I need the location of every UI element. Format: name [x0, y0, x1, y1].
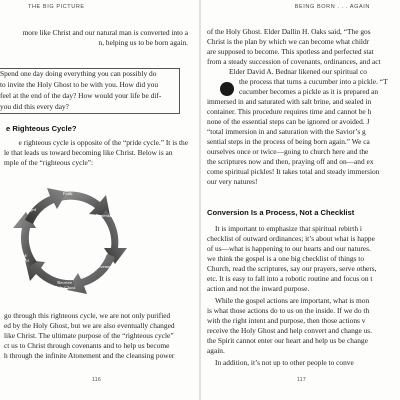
body-line: etc. It is easy to fall into a robotic routine and focus on t: [207, 274, 373, 283]
cycle-label-covenants: Covenants: [95, 264, 115, 269]
body-line: le that leads us toward becoming like Christ. Below is an: [4, 148, 173, 157]
body-line: go through this righteous cycle, we are not only purified: [4, 311, 171, 320]
left-page: [0, 0, 199, 400]
running-head-right: BEING BORN . . . AGAIN: [294, 4, 370, 10]
cycle-label-changed: Changed: [20, 207, 37, 212]
body-line: h through the infinite Atonement and the cleansing power: [4, 351, 175, 360]
body-line: are supposed to become. This spotless and perfected stat: [207, 47, 374, 56]
cycle-label-receive-holy-ghost: Receive Holy Ghost: [54, 280, 76, 290]
body-line: Elder David A. Bednar likened our spiritual co: [229, 67, 367, 76]
body-line: ourselves once or twice—going to church here and the: [207, 147, 369, 156]
body-line: “total immersion in and saturation with the Savior’s g: [207, 127, 366, 136]
cycle-label-purified-sanctified: Purified/ Sanctified: [10, 253, 29, 263]
body-line: like Christ. The ultimate purpose of the “righteous cycle”: [4, 331, 174, 340]
right-page: [201, 0, 400, 400]
callout-line: feel at the end of the day? How would your life be dif-: [0, 91, 162, 100]
section-heading-righteous-cycle: e Righteous Cycle?: [6, 124, 77, 133]
body-line: none of the essential steps can be ignored or avoided. J: [207, 117, 370, 126]
body-line: the Spirit cannot enter our heart and help us be change: [207, 336, 368, 345]
body-line: immersed in and saturated with salt brine, and sealed in: [207, 97, 372, 106]
body-line: cucumber becomes a pickle as it is prepared an: [239, 87, 379, 96]
callout-line: Spend one day doing everything you can possibly do: [0, 69, 157, 78]
body-line: come spiritual pickles! It takes total and steady immersion: [207, 167, 380, 176]
cycle-arrows-graphic: [0, 180, 160, 300]
cycle-arrow-repentance: [101, 210, 127, 264]
body-line: of the Holy Ghost. Elder Dallin H. Oaks said, “The gos: [207, 27, 371, 36]
body-line: Christ is the plan by which we can become what childr: [207, 37, 370, 46]
body-line: ct us to Christ through covenants and to help us become: [4, 341, 170, 350]
cycle-arrow-changed: [25, 188, 67, 224]
body-line: of us—what is happening to our hearts and our natures.: [207, 244, 371, 253]
reflection-callout-box: [0, 68, 180, 114]
body-line: sential steps in the process of being born again.” We ca: [207, 137, 370, 146]
cycle-label-repentance: Repentance: [96, 213, 118, 218]
body-line: again.: [207, 346, 225, 355]
page-number-left: 116: [92, 377, 101, 383]
callout-line: you did this every day?: [0, 102, 69, 111]
body-line: receive the Holy Ghost and help convert and change us.: [207, 326, 373, 335]
body-line: more like Christ and our natural man is converted into a: [22, 28, 188, 37]
body-line: action and not the inward purpose.: [207, 284, 310, 293]
body-line: our very natures!: [207, 177, 258, 186]
body-line: is what those actions do to us on the inside. If we do th: [207, 306, 370, 315]
body-line: Church, read the scriptures, say our prayers, serve others,: [207, 264, 377, 273]
body-line: ed by the Holy Ghost, but we are also eventually changed: [4, 321, 175, 330]
body-line: we think the gospel is a one big checklist of things to: [207, 254, 365, 263]
body-line: n, helping us to be born again.: [98, 38, 188, 47]
page-number-right: 117: [297, 377, 306, 383]
section-heading-conversion: Conversion Is a Process, Not a Checklist: [207, 208, 355, 217]
righteous-cycle-diagram: [0, 180, 160, 300]
body-line: e righteous cycle is opposite of the “pride cycle.” It is the: [18, 138, 188, 147]
cycle-label-faith: Faith: [63, 191, 73, 196]
elder-portrait-icon: [220, 82, 234, 96]
body-line: with the right intent and purpose, then those actions v: [207, 316, 366, 325]
body-line: checklist of outward ordinances; it’s about what is happe: [207, 234, 375, 243]
body-line: from a steady succession of covenants, ordinances, and act: [207, 57, 381, 66]
callout-line: to invite the Holy Ghost to be with you. How did you: [0, 80, 159, 89]
body-line: the scriptures now and then, praying off and on—and ex: [207, 157, 374, 166]
body-line: container. This procedure requires time and cannot be h: [207, 107, 372, 116]
body-line: the process that turns a cucumber into a pickle. “T: [239, 77, 388, 86]
body-line: While the gospel actions are important, what is mon: [215, 296, 370, 305]
body-line: In addition, it’s not up to other people to conve: [215, 358, 354, 367]
body-line: It is important to emphasize that spiritual rebirth i: [215, 224, 362, 233]
body-line: mple of the “righteous cycle”:: [4, 158, 94, 167]
running-head-left: THE BIG PICTURE: [28, 4, 85, 10]
